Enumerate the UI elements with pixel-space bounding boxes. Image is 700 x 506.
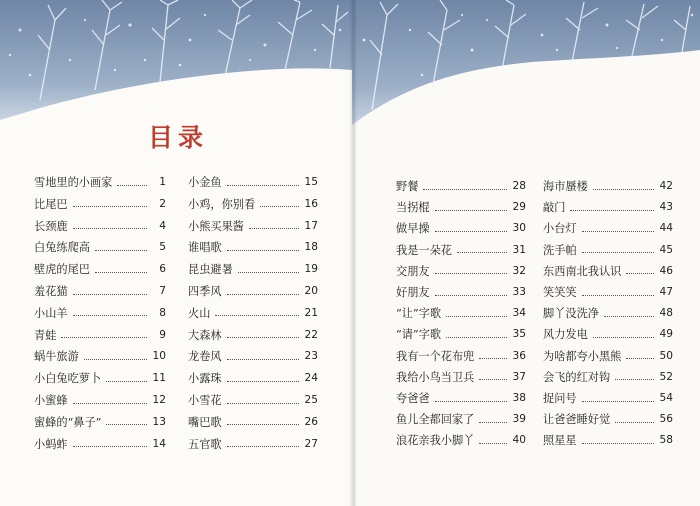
toc-entry-page-number: 19 [304, 263, 318, 276]
toc-entry-title: 海市蜃楼 [543, 180, 588, 193]
toc-entry[interactable] [543, 283, 673, 301]
toc-entry-page-number: 31 [512, 243, 526, 256]
dot-leader [446, 316, 507, 317]
toc-entry-page-number: 17 [304, 219, 318, 232]
toc-entry[interactable] [188, 304, 318, 322]
dot-leader [479, 422, 507, 423]
toc-entry-title: 蜗牛旅游 [34, 350, 79, 364]
toc-entry[interactable] [543, 198, 673, 216]
toc-entry-page-number: 45 [659, 243, 673, 256]
toc-entry[interactable] [188, 195, 318, 213]
dot-leader [61, 337, 147, 338]
toc-entry-page-number: 15 [304, 176, 318, 188]
toc-entry-title: 蜜蜂的“鼻子” [34, 415, 102, 429]
toc-entry-page-number: 43 [659, 201, 673, 214]
toc-entry[interactable] [34, 391, 166, 409]
toc-entry-title: 龙卷风 [188, 350, 222, 364]
toc-entry-page-number: 50 [659, 349, 673, 362]
toc-entry[interactable] [188, 347, 318, 365]
toc-entry[interactable] [34, 282, 166, 300]
toc-entry-title: 长颈鹿 [34, 219, 68, 233]
toc-entry[interactable] [34, 435, 166, 453]
toc-entry-title: 小金鱼 [188, 176, 222, 189]
dot-leader [582, 295, 654, 296]
toc-entry[interactable] [543, 410, 673, 428]
table-of-contents-title: 目录 [148, 123, 209, 152]
toc-entry-page-number: 46 [659, 264, 673, 277]
dot-leader [435, 210, 507, 211]
toc-entry-title: 交朋友 [396, 264, 430, 278]
toc-entry[interactable] [543, 389, 673, 407]
toc-entry[interactable] [543, 304, 673, 322]
toc-entry-title: 东西南北我认识 [543, 264, 622, 278]
toc-entry-page-number: 24 [304, 372, 318, 385]
dot-leader [479, 379, 507, 380]
dot-leader [106, 424, 147, 425]
toc-entry[interactable] [396, 262, 526, 280]
toc-entry[interactable] [34, 173, 166, 191]
book-gutter [349, 0, 357, 506]
dot-leader [446, 337, 507, 338]
toc-entry-title: 青蛙 [34, 328, 57, 342]
toc-entry-page-number: 58 [659, 434, 673, 447]
dot-leader [479, 358, 507, 359]
toc-entry-page-number: 9 [159, 328, 166, 341]
toc-entry-page-number: 40 [512, 434, 526, 447]
toc-entry-title: 做早操 [396, 222, 430, 236]
toc-entry-page-number: 10 [152, 350, 166, 363]
dot-leader [227, 185, 299, 186]
toc-entry-page-number: 25 [304, 394, 318, 406]
toc-entry-page-number: 7 [159, 285, 166, 297]
toc-entry-page-number: 22 [304, 328, 318, 341]
toc-entry-page-number: 28 [512, 180, 526, 192]
dot-leader [582, 401, 654, 402]
dot-leader [227, 294, 299, 295]
toc-entry[interactable] [396, 283, 526, 301]
toc-entry-page-number: 36 [512, 349, 526, 362]
toc-entry-page-number: 49 [659, 328, 673, 341]
dot-leader [435, 295, 507, 296]
toc-entry[interactable] [34, 347, 166, 365]
dot-leader [95, 272, 147, 273]
toc-entry[interactable] [543, 177, 673, 195]
dot-leader [73, 315, 147, 316]
toc-entry[interactable] [188, 238, 318, 256]
toc-entry-page-number: 52 [659, 370, 673, 383]
toc-entry-title: 笑笑笑 [543, 286, 577, 299]
toc-entry[interactable] [34, 238, 166, 256]
toc-entry-page-number: 8 [159, 306, 166, 319]
dot-leader [73, 228, 147, 229]
dot-leader [615, 379, 654, 380]
toc-entry[interactable] [188, 435, 318, 453]
toc-entry[interactable] [188, 369, 318, 387]
toc-entry-title: 白兔练爬高 [34, 241, 90, 255]
toc-entry[interactable] [396, 347, 526, 365]
toc-entry-page-number: 29 [512, 201, 526, 214]
toc-entry[interactable] [188, 282, 318, 300]
toc-entry-page-number: 27 [304, 437, 318, 450]
dot-leader [593, 189, 654, 190]
toc-entry[interactable] [543, 241, 673, 259]
toc-entry-title: 鱼儿全都回家了 [396, 413, 475, 427]
toc-entry-title: 火山 [188, 306, 211, 320]
toc-entry[interactable] [34, 217, 166, 235]
toc-entry[interactable] [188, 413, 318, 431]
toc-entry-title: 小鸡，你别看 [188, 197, 256, 211]
toc-entry-title: 脚丫没洗净 [543, 307, 599, 321]
dot-leader [435, 231, 507, 232]
toc-entry-title: 小台灯 [543, 222, 577, 236]
toc-entry[interactable] [543, 219, 673, 237]
toc-entry-title: 小白兔吃萝卜 [34, 372, 102, 386]
toc-entry[interactable] [34, 369, 166, 387]
dot-leader [227, 424, 299, 425]
toc-entry[interactable] [34, 413, 166, 431]
toc-entry-title: 比尾巴 [34, 197, 68, 211]
dot-leader [227, 381, 299, 382]
toc-entry-title: 我有一个花布兜 [396, 349, 475, 363]
dot-leader [73, 446, 147, 447]
dot-leader [238, 272, 299, 273]
toc-entry-title: 照星星 [543, 434, 577, 448]
toc-entry-title: 谁唱歌 [188, 241, 222, 255]
toc-entry[interactable] [396, 304, 526, 322]
dot-leader [215, 315, 299, 316]
toc-entry-page-number: 5 [159, 241, 166, 254]
toc-entry-page-number: 48 [659, 307, 673, 320]
toc-entry-title: 昆虫避暑 [188, 263, 233, 277]
toc-entry[interactable] [396, 219, 526, 237]
toc-entry-page-number: 26 [304, 415, 318, 428]
dot-leader [604, 316, 654, 317]
toc-entry[interactable] [543, 368, 673, 386]
dot-leader [227, 403, 299, 404]
toc-entry[interactable] [396, 177, 526, 195]
toc-entry-title: 敲门 [543, 201, 566, 215]
dot-leader [626, 273, 654, 274]
toc-entry-title: 好朋友 [396, 286, 430, 299]
toc-entry[interactable] [396, 410, 526, 428]
toc-entry-page-number: 44 [659, 222, 673, 235]
toc-entry-page-number: 39 [512, 413, 526, 426]
toc-entry-title: 野餐 [396, 180, 419, 193]
toc-entry[interactable] [188, 391, 318, 409]
toc-entry-title: 小露珠 [188, 372, 222, 386]
snow-forest-illustration [0, 0, 352, 125]
dot-leader [227, 446, 299, 447]
toc-entry-title: 小山羊 [34, 306, 68, 320]
dot-leader [227, 337, 299, 338]
toc-entry-title: 洗手帕 [543, 243, 577, 257]
toc-entry[interactable] [543, 431, 673, 449]
toc-entry-title: 壁虎的尾巴 [34, 263, 90, 277]
toc-entry-page-number: 56 [659, 413, 673, 426]
toc-entry-page-number: 4 [159, 219, 166, 232]
dot-leader [582, 252, 654, 253]
toc-entry-page-number: 14 [152, 437, 166, 450]
dot-leader [626, 358, 654, 359]
dot-leader [106, 381, 147, 382]
right-page [352, 0, 700, 506]
toc-entry[interactable] [396, 241, 526, 259]
toc-entry[interactable] [396, 389, 526, 407]
toc-entry-page-number: 2 [159, 197, 166, 210]
toc-entry-title: “让”字歌 [396, 307, 442, 321]
toc-entry-page-number: 12 [152, 394, 166, 406]
toc-entry-title: 我给小鸟当卫兵 [396, 370, 475, 384]
toc-entry[interactable] [188, 260, 318, 278]
toc-entry-page-number: 13 [152, 415, 166, 428]
toc-entry-title: 五官歌 [188, 437, 222, 451]
toc-entry-page-number: 16 [304, 197, 318, 210]
dot-leader [95, 250, 147, 251]
toc-entry[interactable] [396, 198, 526, 216]
toc-entry-page-number: 30 [512, 222, 526, 235]
toc-entry-title: 风力发电 [543, 328, 588, 342]
dot-leader [73, 403, 147, 404]
toc-entry-page-number: 1 [159, 176, 166, 188]
toc-entry[interactable] [34, 260, 166, 278]
toc-entry[interactable] [396, 368, 526, 386]
dot-leader [117, 185, 147, 186]
toc-entry-page-number: 47 [659, 286, 673, 298]
toc-entry-title: 嘴巴歌 [188, 415, 222, 429]
toc-entry-title: 会飞的红对钩 [543, 370, 611, 384]
toc-entry-title: 为啥都夸小黑熊 [543, 349, 622, 363]
toc-entry-page-number: 11 [152, 372, 166, 385]
toc-entry-title: 小雪花 [188, 394, 222, 407]
dot-leader [593, 337, 654, 338]
toc-entry-title: 小熊买果酱 [188, 219, 244, 233]
dot-leader [582, 231, 654, 232]
toc-entry[interactable] [188, 326, 318, 344]
toc-entry-page-number: 23 [304, 350, 318, 363]
toc-entry-title: 大森林 [188, 328, 222, 342]
toc-entry-page-number: 6 [159, 263, 166, 276]
dot-leader [615, 422, 654, 423]
toc-entry-title: 当拐棍 [396, 201, 430, 215]
dot-leader [227, 359, 299, 360]
toc-entry-page-number: 32 [512, 264, 526, 277]
toc-entry-title: 我是一朵花 [396, 243, 452, 257]
toc-entry[interactable] [34, 326, 166, 344]
dot-leader [570, 210, 654, 211]
toc-entry-title: 四季风 [188, 285, 222, 298]
toc-entry-page-number: 42 [659, 180, 673, 192]
toc-entry[interactable] [34, 195, 166, 213]
toc-entry[interactable] [543, 347, 673, 365]
toc-entry[interactable] [188, 217, 318, 235]
toc-entry-page-number: 21 [304, 306, 318, 319]
toc-entry-page-number: 20 [304, 285, 318, 297]
toc-entry-page-number: 37 [512, 370, 526, 383]
toc-entry-page-number: 34 [512, 307, 526, 320]
dot-leader [260, 206, 299, 207]
toc-entry-page-number: 33 [512, 286, 526, 298]
dot-leader [227, 250, 299, 251]
toc-entry-title: 浪花亲我小脚丫 [396, 434, 475, 448]
toc-entry-page-number: 54 [659, 392, 673, 404]
toc-entry-page-number: 38 [512, 392, 526, 404]
dot-leader [582, 443, 654, 444]
toc-entry-title: “请”字歌 [396, 328, 442, 342]
dot-leader [435, 401, 507, 402]
toc-entry[interactable] [188, 173, 318, 191]
dot-leader [73, 206, 147, 207]
toc-entry-title: 羞花猫 [34, 285, 68, 298]
toc-entry-title: 小蚂蚱 [34, 437, 68, 451]
toc-entry[interactable] [543, 262, 673, 280]
toc-entry[interactable] [34, 304, 166, 322]
dot-leader [479, 443, 507, 444]
toc-entry-title: 捉问号 [543, 392, 577, 405]
toc-entry[interactable] [543, 325, 673, 343]
toc-entry-title: 小蜜蜂 [34, 394, 68, 407]
dot-leader [73, 294, 147, 295]
snow-forest-illustration-right [352, 0, 700, 130]
toc-entry-page-number: 35 [512, 328, 526, 341]
dot-leader [457, 252, 507, 253]
toc-entry-title: 夸爸爸 [396, 392, 430, 405]
toc-entry-page-number: 18 [304, 241, 318, 254]
dot-leader [249, 228, 299, 229]
toc-entry-title: 雪地里的小画家 [34, 176, 113, 189]
dot-leader [423, 189, 507, 190]
toc-entry[interactable] [396, 431, 526, 449]
toc-entry[interactable] [396, 325, 526, 343]
dot-leader [435, 273, 507, 274]
dot-leader [84, 359, 147, 360]
toc-entry-title: 让爸爸睡好觉 [543, 413, 611, 427]
